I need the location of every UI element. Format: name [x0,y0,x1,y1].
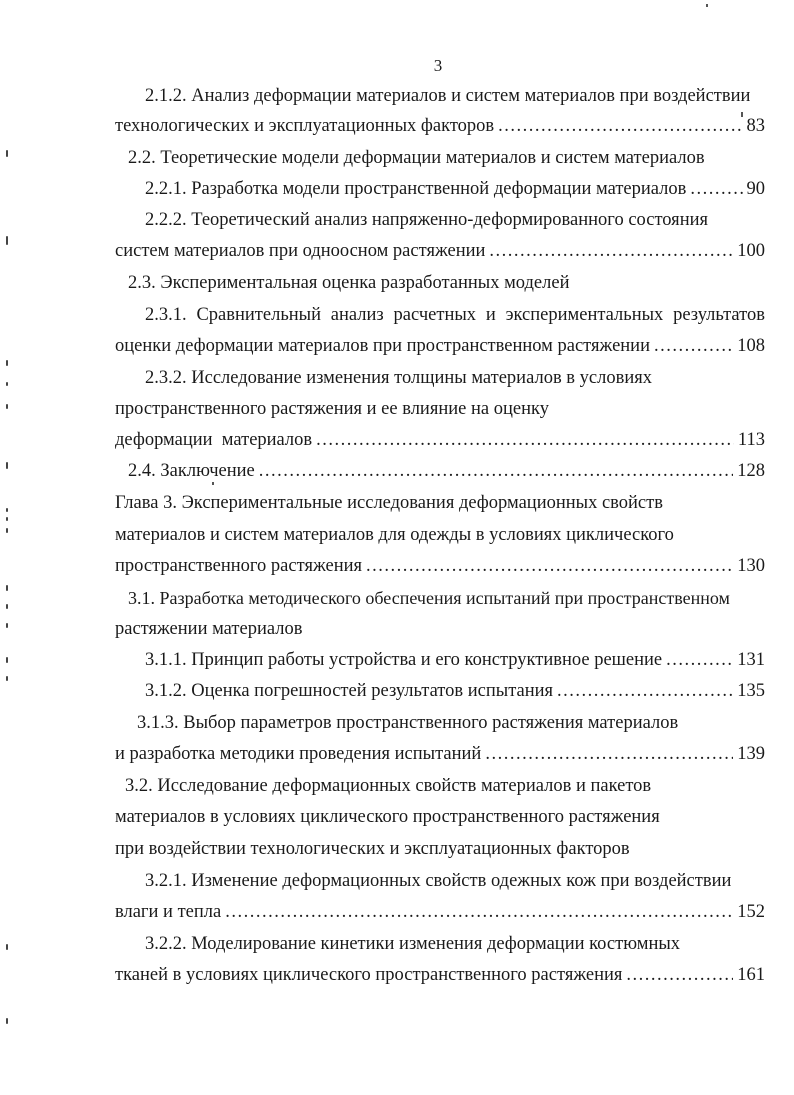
toc-entry-text: систем материалов при одноосном растяжении [115,241,486,261]
toc-leader-dots [690,176,742,202]
page-number: 3 [433,56,443,75]
scan-mark [741,112,743,117]
toc-entry-3-2-2-cont [115,962,765,988]
scan-mark [6,236,8,245]
toc-page-number: 131 [737,650,765,670]
toc-page-number: 139 [737,744,765,764]
toc-entry-text: растяжении материалов [115,619,303,639]
toc-entry-2-1-2 [145,83,765,109]
toc-entry-2-1-2-cont [115,113,765,139]
toc-entry-3-1-2 [145,678,765,704]
toc-entry-3-1 [128,585,778,611]
scan-mark [6,528,8,533]
toc-page-number: 83 [746,116,765,136]
toc-leader-dots [489,238,733,264]
toc-page-number: 108 [737,336,765,356]
toc-entry-text: 2.3.2. Исследование изменения толщины материалов в условиях [145,368,652,388]
toc-entry-3-1-3-cont [115,741,765,767]
toc-entry-3-2-cont2 [115,836,735,862]
toc-entry-text: тканей в условиях циклического пространственного растяжения [115,965,623,985]
toc-entry-text: 2.2. Теоретические модели деформации материалов и систем материалов [128,148,705,168]
toc-entry-text: 3.1.1. Принцип работы устройства и его конструктивное решение [145,650,663,670]
toc-entry-text: 3.1. Разработка методического обеспечения испытаний при пространственном [128,588,730,608]
toc-entry-2-3-2 [145,365,765,391]
toc-entry-text: 2.4. Заключение [128,461,255,481]
toc-entry-text: 3.2.1. Изменение деформационных свойств одежных кож при воздействии [145,871,732,891]
toc-entry-3-2-cont [115,804,735,830]
toc-entry-2-3 [128,270,748,296]
toc-entry-text: 2.3. Экспериментальная оценка разработанных моделей [128,273,570,293]
toc-entry-text: 3.2.2. Моделирование кинетики изменения деформации костюмных [145,934,681,954]
toc-page-number: 130 [737,556,765,576]
toc-entry-2-2-1 [145,176,765,202]
toc-leader-dots [316,427,734,453]
toc-page-number: 152 [737,902,765,922]
toc-entry-text: 3.1.2. Оценка погрешностей результатов испытания [145,681,554,701]
toc-leader-dots [485,741,733,767]
toc-entry-2-3-1: 2.3.1. Сравнительный анализ расчетных и экспериментальных результатов [145,305,765,325]
toc-entry-3-1-cont [115,616,735,642]
toc-entry-text: 2.2.1. Разработка модели пространственной деформации материалов [145,179,687,199]
scan-mark [6,382,8,386]
toc-leader-dots [259,458,734,484]
toc-entry-chapter-3-cont [115,522,765,548]
scan-mark [6,462,8,469]
scan-mark [6,676,8,681]
toc-entry-text: деформации материалов [115,430,313,450]
toc-entry-text: 2.1.2. Анализ деформации материалов и систем материалов при воздействии [145,86,751,106]
scan-mark [706,4,708,7]
toc-page-number: 128 [737,461,765,481]
toc-entry-text: технологических и эксплуатационных факторов [115,116,495,136]
toc-entry-3-1-1 [145,647,765,673]
toc-page-number: 100 [737,241,765,261]
toc-entry-text: влаги и тепла [115,902,222,922]
toc-page-number: 90 [746,179,765,199]
toc-entry-text: 3.1.3. Выбор параметров пространственного растяжения материалов [137,713,679,733]
scan-mark [6,604,8,609]
toc-page-number: 161 [737,965,765,985]
toc-entry-text: и разработка методики проведения испытаний [115,744,482,764]
scan-mark [6,150,8,157]
toc-entry-2-3-2-cont2 [115,427,765,453]
toc-entry-2-4 [128,458,765,484]
scan-mark [6,657,8,663]
toc-entry-text: материалов в условиях циклического пространственного растяжения [115,807,660,827]
toc-leader-dots [366,553,733,579]
scan-mark [6,623,8,628]
scan-mark [6,517,8,521]
toc-entry-3-1-3 [137,710,757,736]
scan-mark [6,360,8,366]
toc-entry-text: материалов и систем материалов для одежды в условиях циклического [115,525,674,545]
toc-leader-dots [557,678,733,704]
toc-entry-text: Глава 3. Экспериментальные исследования деформационных свойств [115,493,663,513]
toc-entry-text: пространственного растяжения [115,556,363,576]
toc-leader-dots [666,647,733,673]
toc-entry-text: 2.2.2. Теоретический анализ напряженно-деформированного состояния [145,210,709,230]
scan-mark [6,585,8,591]
toc-entry-3-2 [125,773,745,799]
toc-entry-3-2-2 [145,931,765,957]
toc-leader-dots [626,962,733,988]
toc-entry-chapter-3-cont2 [115,553,765,579]
scan-mark [212,482,214,485]
toc-page-number: 135 [737,681,765,701]
toc-entry-text: оценки деформации материалов при пространственном растяжении [115,336,650,356]
toc-entry-2-2-2-cont [115,238,765,264]
toc-entry-2-3-1-cont [115,333,765,359]
toc-entry-text: пространственного растяжения и ее влияние на оценку [115,399,549,419]
scan-mark [6,1018,8,1024]
toc-page-number: 113 [737,430,765,450]
toc-leader-dots [654,333,733,359]
toc-entry-2-2-2 [145,207,765,233]
toc-entry-text: при воздействии технологических и эксплуатационных факторов [115,839,630,859]
scan-mark [6,508,8,512]
toc-entry-3-2-1 [145,868,765,894]
toc-entry-chapter-3 [115,490,765,516]
toc-entry-3-2-1-cont [115,899,765,925]
scan-mark [6,944,8,950]
toc-leader-dots [498,113,742,139]
scan-mark [6,404,8,409]
toc-entry-2-2 [128,145,748,171]
toc-leader-dots [225,899,733,925]
toc-entry-text: 3.2. Исследование деформационных свойств материалов и пакетов [125,776,652,796]
toc-entry-2-3-2-cont [115,396,735,422]
